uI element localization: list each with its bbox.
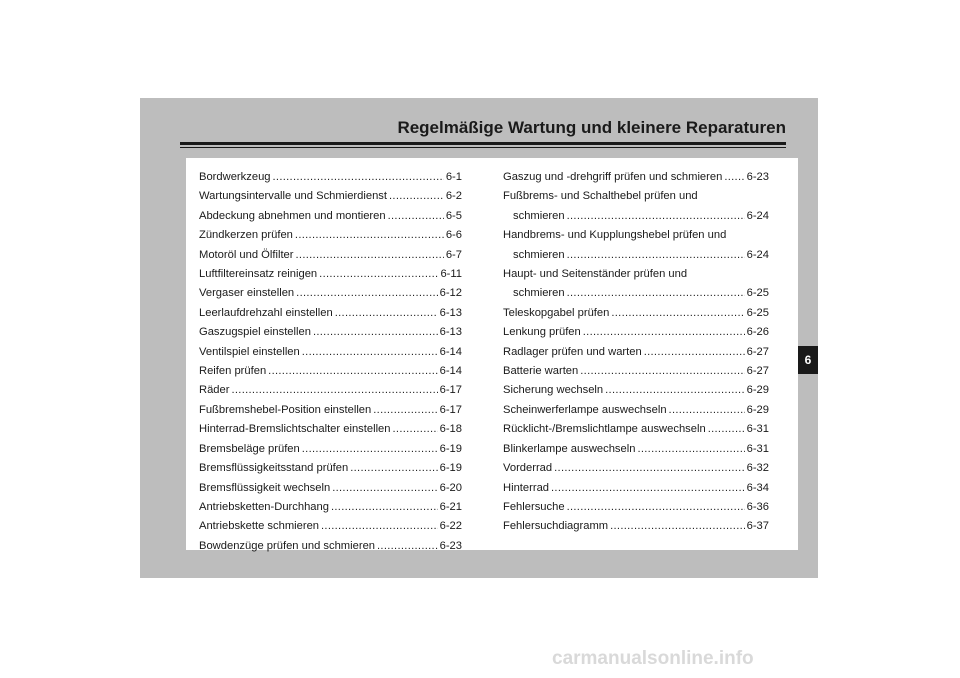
toc-entry-page: 6-24	[746, 209, 769, 222]
toc-entry-label: Rücklicht-/Bremslichtlampe auswechseln	[503, 423, 706, 436]
toc-entry-page: 6-25	[746, 287, 769, 300]
toc-entry-page: 6-12	[439, 287, 462, 300]
leader-dots	[580, 362, 744, 381]
toc-entry-label: Bremsbeläge prüfen	[199, 442, 300, 455]
leader-dots	[350, 459, 437, 478]
toc-entry[interactable]	[503, 440, 769, 459]
toc-entry-page: 6-25	[746, 306, 769, 319]
toc-entry-page: 6-2	[445, 190, 462, 203]
toc-entry-page: 6-21	[439, 500, 462, 513]
toc-entry-label: Reifen prüfen	[199, 365, 267, 378]
toc-entry-page: 6-29	[746, 403, 769, 416]
leader-dots	[567, 498, 745, 517]
toc-entry-page: 6-23	[439, 539, 462, 552]
leader-dots	[389, 187, 444, 206]
toc-entry-page: 6-27	[746, 345, 769, 358]
toc-entry[interactable]	[503, 226, 769, 265]
toc-entry-label: Bremsflüssigkeitsstand prüfen	[199, 462, 349, 475]
leader-dots	[268, 362, 437, 381]
leader-dots	[319, 265, 438, 284]
toc-entry[interactable]	[503, 343, 769, 362]
toc-entry[interactable]	[199, 265, 462, 284]
toc-entry-label: Bowdenzüge prüfen und schmieren	[199, 539, 376, 552]
leader-dots	[567, 207, 745, 226]
toc-entry-label: Batterie warten	[503, 365, 579, 378]
leader-dots	[302, 440, 438, 459]
toc-entry-label: Luftfiltereinsatz reinigen	[199, 268, 318, 281]
toc-entry-page: 6-17	[439, 403, 462, 416]
toc-entry[interactable]	[199, 537, 462, 556]
toc-entry[interactable]	[503, 304, 769, 323]
toc-entry-label: Fehlersuchdiagramm	[503, 520, 609, 533]
toc-entry[interactable]	[199, 420, 462, 439]
toc-entry-label: Bordwerkzeug	[199, 171, 271, 183]
toc-entry-label: Ventilspiel einstellen	[199, 345, 300, 358]
toc-entry[interactable]	[199, 459, 462, 478]
toc-entry-page: 6-11	[440, 268, 462, 281]
leader-dots	[708, 420, 745, 439]
toc-entry[interactable]	[503, 362, 769, 381]
leader-dots	[273, 168, 444, 187]
toc-entry-page: 6-14	[439, 345, 462, 358]
toc-entry-label: Vergaser einstellen	[199, 287, 295, 300]
toc-entry-label: schmieren	[513, 248, 565, 261]
toc-entry[interactable]	[503, 517, 769, 536]
toc-column-left	[199, 168, 462, 556]
toc-entry-page: 6-14	[439, 365, 462, 378]
toc-entry[interactable]	[503, 401, 769, 420]
watermark: carmanualsonline.info	[552, 648, 754, 669]
toc-entry[interactable]	[199, 498, 462, 517]
toc-entry[interactable]	[503, 381, 769, 400]
leader-dots	[296, 284, 437, 303]
toc-entry[interactable]	[503, 459, 769, 478]
leader-dots	[724, 168, 744, 187]
toc-entry-label: Hinterrad	[503, 481, 550, 494]
toc-entry-label: Räder	[199, 384, 230, 397]
leader-dots	[583, 323, 745, 342]
toc-entry[interactable]	[503, 479, 769, 498]
toc-entry[interactable]	[199, 168, 462, 187]
toc-entry-page: 6-18	[439, 423, 462, 436]
toc-entry[interactable]	[503, 265, 769, 304]
toc-entry-page: 6-1	[445, 171, 462, 183]
toc-entry[interactable]	[503, 323, 769, 342]
toc-entry-page: 6-29	[746, 384, 769, 397]
leader-dots	[296, 246, 444, 265]
page-title: Regelmäßige Wartung und kleinere Reparaturen	[397, 118, 786, 137]
toc-entry-label: Scheinwerferlampe auswechseln	[503, 403, 667, 416]
toc-entry-label: Handbrems- und Kupplungshebel prüfen und	[503, 229, 727, 242]
toc-entry-page: 6-23	[746, 171, 769, 183]
toc-entry-label: Antriebskette schmieren	[199, 520, 320, 533]
toc-entry[interactable]	[199, 246, 462, 265]
toc-entry[interactable]	[199, 381, 462, 400]
toc-entry-label: Blinkerlampe auswechseln	[503, 442, 636, 455]
title-rule-thin	[180, 147, 786, 148]
toc-entry-label: Abdeckung abnehmen und montieren	[199, 209, 386, 222]
toc-entry[interactable]	[503, 168, 769, 187]
toc-entry-label: Fehlersuche	[503, 500, 565, 513]
toc-entry[interactable]	[199, 517, 462, 536]
leader-dots	[332, 479, 437, 498]
toc-entry-page: 6-31	[746, 442, 769, 455]
toc-entry-label: Lenkung prüfen	[503, 326, 581, 339]
toc-panel	[186, 158, 798, 550]
leader-dots	[388, 207, 444, 226]
leader-dots	[295, 226, 444, 245]
toc-entry[interactable]	[503, 498, 769, 517]
toc-entry[interactable]	[503, 187, 769, 226]
leader-dots	[231, 381, 437, 400]
toc-entry[interactable]	[199, 304, 462, 323]
toc-entry-page: 6-37	[746, 520, 769, 533]
toc-entry-label: Radlager prüfen und warten	[503, 345, 642, 358]
title-rule	[180, 142, 786, 145]
toc-entry-label: Fußbrems- und Schalthebel prüfen und	[503, 190, 698, 203]
leader-dots	[554, 459, 744, 478]
toc-entry[interactable]	[199, 343, 462, 362]
toc-entry-page: 6-17	[439, 384, 462, 397]
toc-entry-label: Fußbremshebel-Position einstellen	[199, 403, 372, 416]
leader-dots	[567, 284, 745, 303]
toc-entry[interactable]	[199, 187, 462, 206]
toc-entry-label: Vorderrad	[503, 462, 553, 475]
toc-entry-page: 6-26	[746, 326, 769, 339]
toc-entry[interactable]	[199, 440, 462, 459]
leader-dots	[551, 479, 745, 498]
toc-entry[interactable]	[199, 479, 462, 498]
leader-dots	[302, 343, 438, 362]
toc-entry-page: 6-19	[439, 462, 462, 475]
toc-entry[interactable]	[199, 362, 462, 381]
toc-entry[interactable]	[199, 226, 462, 245]
toc-entry-label: Antriebsketten-Durchhang	[199, 500, 329, 513]
toc-entry-label: Hinterrad-Bremslichtschalter einstellen	[199, 423, 391, 436]
toc-entry-label: Sicherung wechseln	[503, 384, 604, 397]
chapter-tab: 6	[798, 346, 818, 374]
leader-dots	[605, 381, 744, 400]
chapter-header	[180, 118, 786, 146]
toc-entry-label: Bremsflüssigkeit wechseln	[199, 481, 331, 494]
toc-entry-page: 6-19	[439, 442, 462, 455]
toc-entry-label: Gaszugspiel einstellen	[199, 326, 311, 339]
leader-dots	[393, 420, 438, 439]
toc-entry-page: 6-13	[439, 306, 462, 319]
toc-entry-label: schmieren	[513, 209, 565, 222]
toc-entry-label: Leerlaufdrehzahl einstellen	[199, 306, 333, 319]
leader-dots	[610, 517, 745, 536]
leader-dots	[611, 304, 744, 323]
toc-entry-label: Motoröl und Ölfilter	[199, 248, 294, 261]
toc-entry[interactable]	[503, 420, 769, 439]
toc-entry-page: 6-36	[746, 500, 769, 513]
leader-dots	[377, 537, 438, 556]
toc-entry-page: 6-34	[746, 481, 769, 494]
leader-dots	[335, 304, 438, 323]
leader-dots	[644, 343, 745, 362]
toc-entry-page: 6-6	[445, 229, 462, 242]
leader-dots	[373, 401, 437, 420]
toc-entry-label: schmieren	[513, 287, 565, 300]
toc-entry-page: 6-24	[746, 248, 769, 261]
leader-dots	[669, 401, 745, 420]
toc-entry[interactable]	[199, 284, 462, 303]
toc-entry-page: 6-7	[445, 248, 462, 261]
toc-entry[interactable]	[199, 207, 462, 226]
toc-entry-page: 6-31	[746, 423, 769, 436]
toc-entry-page: 6-5	[445, 209, 462, 222]
toc-entry-label: Teleskopgabel prüfen	[503, 306, 610, 319]
toc-entry[interactable]	[199, 401, 462, 420]
toc-entry-page: 6-27	[746, 365, 769, 378]
toc-entry-label: Zündkerzen prüfen	[199, 229, 293, 242]
toc-column-right	[503, 168, 769, 537]
leader-dots	[321, 517, 438, 536]
leader-dots	[567, 246, 745, 265]
leader-dots	[637, 440, 744, 459]
toc-entry-label: Haupt- und Seitenständer prüfen und	[503, 268, 688, 281]
toc-entry-page: 6-20	[439, 481, 462, 494]
leader-dots	[313, 323, 438, 342]
toc-entry-label: Gaszug und -drehgriff prüfen und schmieren	[503, 171, 723, 183]
toc-entry[interactable]	[199, 323, 462, 342]
toc-entry-page: 6-22	[439, 520, 462, 533]
toc-entry-page: 6-13	[439, 326, 462, 339]
leader-dots	[331, 498, 438, 517]
toc-entry-page: 6-32	[746, 462, 769, 475]
toc-entry-label: Wartungsintervalle und Schmierdienst	[199, 190, 387, 203]
